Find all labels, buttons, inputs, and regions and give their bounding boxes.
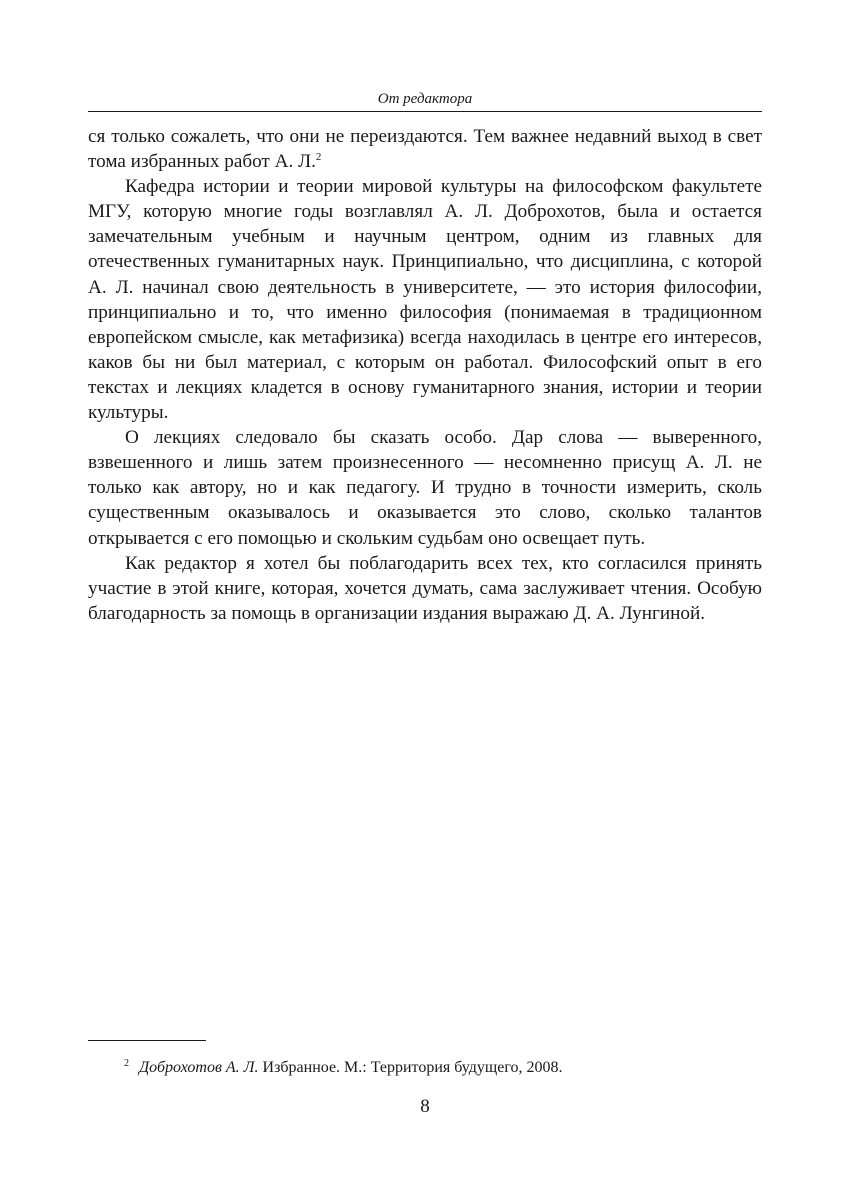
footnote-text: Избранное. М.: Территория будущего, 2008. xyxy=(262,1059,563,1076)
footnote-rule xyxy=(88,1040,206,1041)
paragraph-1 xyxy=(88,124,762,174)
header-rule xyxy=(88,111,762,112)
footnote-author: Доброхотов А. Л. xyxy=(139,1059,259,1076)
main-text xyxy=(88,124,762,626)
paragraph-4: Как редактор я хотел бы поблагодарить всех тех, кто согласился принять участие в этой книге, которая, хочется думать, сама заслуживает чтения. Особую благодарность за помощь в организации издания выражаю Д. А. Лунгиной. xyxy=(88,552,762,624)
running-head: От редактора xyxy=(377,91,473,107)
footnote xyxy=(124,1058,764,1078)
paragraph-2: Кафедра истории и теории мировой культуры на философском факультете МГУ, которую многие годы возглавлял А. Л. Доброхотов, была и остается замечательным учебным и научным центром, одним из главных для отечественных гуманитарных наук. Принципиально, что дисциплина, с которой А. Л. начинал свою деятельность в университете, — это история философии, принципиально и то, что именно философия (понимаемая в традиционном европейском смысле, как метафизика) всегда находилась в центре его интересов, каков бы ни был материал, с которым он работал. Философский опыт в его текстах и лекциях кладется в основу гуманитарного знания, истории и теории культуры. xyxy=(88,176,762,424)
page-number: 8 xyxy=(420,1096,430,1117)
footnote-mark: 2 xyxy=(124,1058,129,1069)
paragraph-1-text: ся только сожалеть, что они не переиздаются. Тем важнее недавний выход в свет тома избранных работ А. Л. xyxy=(88,126,762,173)
paragraph-3: О лекциях следовало бы сказать особо. Дар слова — выверенного, взвешенного и лишь затем произнесенного — несомненно присущ А. Л. не только как автору, но и как педагогу. И трудно в точности измерить, сколь существенным оказывалось и оказывается это слово, сколько талантов открывается с его помощью и скольким судьбам оно освещает путь. xyxy=(88,427,762,549)
footnote-reference[interactable]: 2 xyxy=(315,151,322,164)
